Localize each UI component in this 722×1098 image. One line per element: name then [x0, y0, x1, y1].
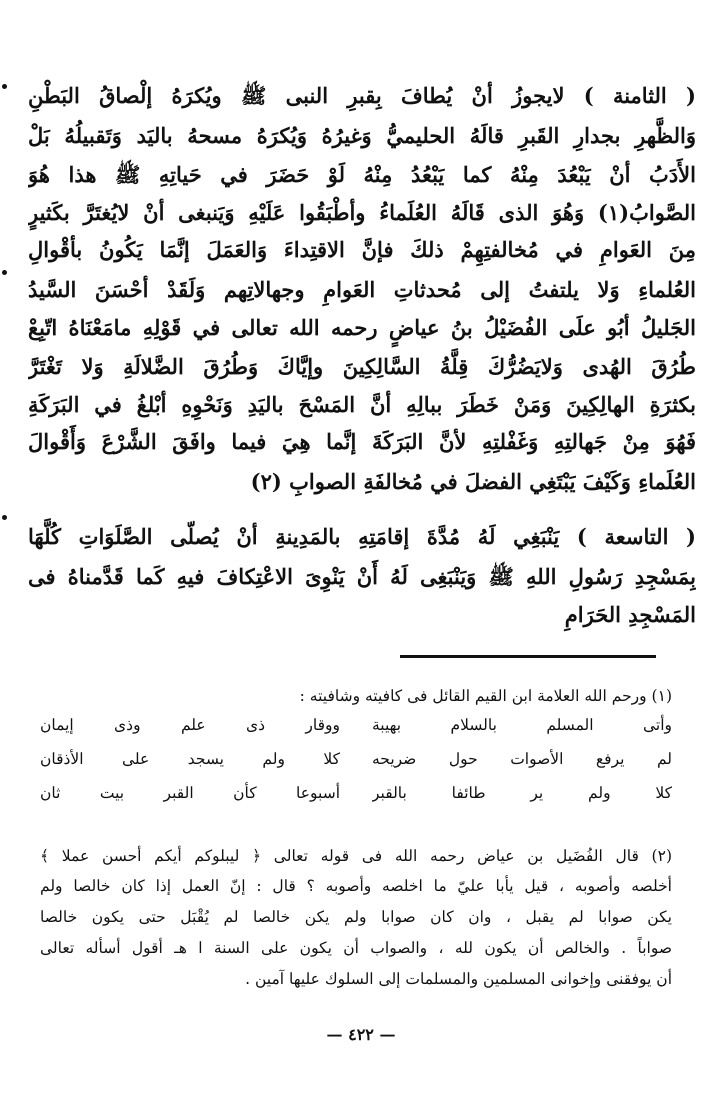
- verse-hemistich: كلا ولم ير طائفا بالقبر: [372, 784, 672, 802]
- verse-hemistich: وأتى المسلم بالسلام بهيبة: [372, 716, 672, 734]
- text-line: بِمَسْجِدِ رَسُولِ اللهِ ﷺ وَيَنْبَغِى لَهُ أَنْ يَنْوِىَ الاعْتِكافَ فيهِ كَما قَدَّمناهُ فى: [28, 564, 696, 589]
- text-line: الجَليلُ أبُو علَى الفُضَيْلُ بنُ عياضٍ رحمه الله تعالى في قَوْلِهِ مامَعْنَاهُ اتّبِعْ: [28, 315, 696, 340]
- footnote-intro: (١) ورحم الله العلامة ابن القيم القائل فى كافيته وشافيته :: [299, 687, 672, 705]
- margin-mark: [2, 84, 7, 89]
- footnote-line: صواباً . والخالص أن يكون لله ، والصواب أن يكون على السنة ا هـ أقول أسأله تعالى: [40, 939, 672, 957]
- text-line: الصَّوابُ(١) وَهُوَ الذى قَالَهُ العُلَماءُ وأطْبَقُوا عَلَيْهِ وَيَنبغى أنْ لايُغتَرَّ بكَثيرٍ: [28, 200, 696, 225]
- verse-line: [40, 710, 672, 740]
- margin-mark: [2, 515, 7, 520]
- text-line: ( الثامنة ) لايجوزُ أنْ يُطافَ بِقبرِ النبى ﷺ ويُكرَهُ إلْصاقُ البَطْنِ: [28, 83, 696, 108]
- text-line: ( التاسعة ) يَنْبَغِي لَهُ مُدَّةَ إقامَتِهِ بالمَدِينةِ أنْ يُصلّى الصَّلَوَاتِ كُلَّهَا: [28, 524, 696, 549]
- footnote-divider: [400, 655, 656, 658]
- verse-hemistich: أسبوعا كأن القبر بيت ثان: [40, 784, 340, 802]
- text-line: العُلَماءِ وَكَيْفَ يَبْتَغِي الفضلَ في مُخالفَةِ الصوابِ (٢): [250, 469, 696, 494]
- footnote-line: أن يوفقنى وإخوانى المسلمين والمسلمات إلى السلوك عليها آمين .: [245, 970, 672, 988]
- margin-mark: [2, 270, 7, 275]
- verse-hemistich: لم يرفع الأصوات حول ضريحه: [372, 750, 672, 768]
- text-line: فَهُوَ مِنْ جَهالتِهِ وَغَفْلتِهِ لأنَّ البَرَكَةَ إنَّما هِيَ فيما وافَقَ الشَّرْعَ وَأَقْوالَ: [28, 429, 696, 454]
- text-line: مِنَ العَوامِ في مُخالفتِهِمْ ذلكَ فإنَّ الاقتِداءَ وَالعَمَلَ إنَّمَا يَكُونُ بأقْوالِ: [28, 237, 696, 262]
- verse-hemistich: ووقار ذى علم وذى إيمان: [40, 716, 340, 734]
- text-line: طُرُقَ الهُدى وَلايَضُرُّكَ قِلَّةُ السَّالِكِينَ وإيَّاكَ وَطُرُقَ الضَّلالَةِ وَلا تَغْتَرَّ: [28, 354, 696, 379]
- verse-hemistich: كلا ولم يسجد على الأذقان: [40, 750, 340, 768]
- verse-line: [40, 778, 672, 808]
- page-number: — ٤٢٢ —: [326, 1025, 396, 1044]
- text-line: وَالظَّهرِ بجدارِ القَبرِ قالَهُ الحليميُّ وَغيرُهُ وَيُكرَهُ مسحهُ باليَد وَتَقبيلُهُ بَلْ: [28, 123, 696, 148]
- text-line: المَسْجِدِ الحَرَامِ: [564, 602, 696, 627]
- verse-line: [40, 744, 672, 774]
- text-line: بكثرَةِ الهالِكِينَ وَمَنْ خَطَرَ ببالِهِ أنَّ المَسْحَ باليَدِ وَنَحْوِهِ أبْلغُ في البَرَكَةِ: [28, 392, 696, 417]
- footnote-line: يكن صوابا لم يقبل ، وان كان صوابا ولم يكن خالصا لم يُقْبَل حتى يكون خالصا: [40, 908, 672, 926]
- text-line: العُلماءِ وَلا يلتفتُ إلى مُحدثاتِ العَوامِ وجهالاتِهم وَلَقَدْ أحْسَنَ السَّيدُ: [28, 277, 696, 302]
- footnote-line: أخلصه وأصوبه ، قيل يأبا عليّ ما اخلصه وأصوبه ؟ قال : إنّ العمل إذا كان خالصا ولم: [40, 877, 672, 895]
- text-line: الأَدَبُ أنْ يَبْعُدَ مِنْهُ كما يَبْعُدُ مِنْهُ لَوْ حَضَرَ في حَياتِهِ ﷺ هذا هُوَ: [28, 162, 696, 187]
- footnote-line: (٢) قال الفُضَيل بن عياض رحمه الله فى قوله تعالى ﴿ ليبلوكم أيكم أحسن عملا ﴾: [40, 847, 672, 865]
